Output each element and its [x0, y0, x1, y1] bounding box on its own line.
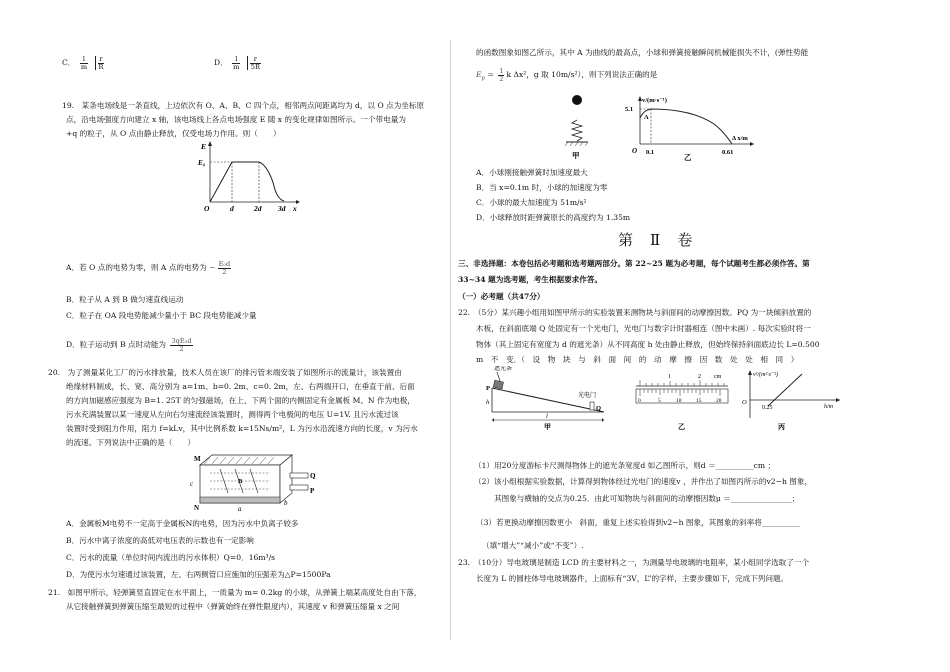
q21-spring-figure [560, 92, 600, 164]
q20-line1: 20. 为了测量某化工厂的污水排放量，技术人员在该厂的排污管末端安装了如图所示的流量计，该装置由 [48, 368, 402, 377]
light-shield-label: 遮光条 [494, 366, 513, 372]
ep-frac [498, 68, 504, 82]
q22-part2-blank[interactable]: ________________ [730, 494, 792, 503]
q20-line5: 装置时受到阻力作用，阻力 f=kLv，其中比例系数 k=15Ns/m²，L 为污水沿流速方向的长度，v 为污水 [66, 424, 418, 433]
port-q-label: Q [310, 472, 316, 480]
dim-c-label: c [190, 480, 194, 488]
vernier-20: 20 [716, 398, 722, 404]
option-d-num: l [232, 56, 240, 64]
point-p-label: P [486, 385, 490, 392]
v-axis-label: v/(m·s⁻¹) [642, 97, 667, 104]
q19-option-a-text: A．若 O 点的电势为零，则 A 点的电势为 [66, 263, 207, 273]
port-p-label: P [310, 487, 315, 495]
q19-a-num: E₀d [218, 260, 231, 268]
q22-part2a: （2）该小组根据实验数据，计算得到物体经过光电门的速度v ，并作出了如图丙所示的v2−h 图象， [474, 477, 813, 486]
main-scale-2: 2 [698, 374, 701, 380]
option-c-den: m [80, 62, 88, 71]
q22-part3b: （填“增大”“减小”或“不变”）. [482, 541, 584, 550]
q22-incline-figure [484, 366, 616, 430]
height-h-label: h [486, 399, 490, 406]
option-c-sqrt [95, 56, 105, 70]
q22-part2b-text: 其图象与横轴的交点为0.25．由此可知物块与斜面间的动摩擦因数μ ＝ [494, 494, 731, 503]
q19-d-den: 2 [179, 344, 184, 353]
dim-a-label: a [238, 505, 242, 513]
q20-option-a: A．金属板M电势不一定高于金属板N的电势，因为污水中负离子较多 [66, 519, 299, 528]
q22-part1-unit: cm ； [753, 461, 776, 470]
q20-option-d: D．为使污水匀速通过该装置，左、右两侧管口应施加的压强差为△P=1500Pa [66, 570, 331, 579]
length-l-label: l [546, 413, 548, 420]
vernier-5: 5 [658, 398, 661, 404]
q19-line3: +q 的粒子，从 O 点由静止释放，仅受电场力作用。则（ ） [66, 129, 281, 138]
section3-sub1: （一）必考题（共47分） [458, 292, 545, 301]
origin-o-label: O [632, 147, 638, 155]
q22-line4: m 不 变．（ 设 物 块 与 斜 面 间 的 动 摩 擦 因 数 处 处 相 同 ） [476, 355, 799, 364]
section3-line2: 33~34 题为选考题，考生根据要求作答。 [458, 275, 603, 284]
fig-bing-label: 丙 [778, 423, 785, 431]
q20-line2: 绝缘材料制成，长、宽、高分别为 a=1m、b=0. 2m、c=0. 2m，左、右两端开口，在垂直于前、后面 [66, 382, 415, 391]
e-axis-label: E [201, 142, 207, 151]
option-d-sqrt-den: 5R [250, 62, 260, 71]
vernier-0: 0 [638, 398, 641, 404]
fig-jia-label: 甲 [572, 151, 580, 160]
ep-eq: = [485, 70, 497, 80]
fig-yi-label: 乙 [684, 153, 692, 162]
q21-energy-formula [476, 68, 657, 83]
q19-line1: 19. 某条电场线是一条直线，上边依次有 O、A、B、C 四个点，相邻两点间距离均为 d，以 O 点为坐标原 [62, 101, 425, 110]
fig-yi-label-22: 乙 [678, 423, 685, 430]
tick-0-61: 0.61 [722, 149, 734, 156]
dim-b-label: b [284, 499, 288, 507]
ep-sub: p [481, 75, 486, 82]
q19-option-d-text: D．粒子运动到 B 点时动能为 [66, 340, 167, 350]
q21-line2: 从它接触弹簧到弹簧压缩至最短的过程中（弹簧始终在弹性限度内），其速度 v 和弹簧压缩量 x 之间 [66, 602, 400, 611]
ep-symbol: E [476, 70, 482, 80]
q19-option-d [66, 338, 195, 352]
option-d-frac [232, 56, 240, 70]
q22-v2-h-graph [740, 368, 850, 432]
q20-line4: 污水充满装置以某一速度从左向右匀速流经该装置时，测得两个电极间的电压 U=1V. 且污水流过该 [66, 410, 399, 419]
q19-option-d-frac [170, 338, 192, 352]
e0-label: E₀ [198, 159, 206, 167]
option-c-label: C． [62, 58, 76, 68]
option-c-sqrt-num: r [99, 55, 103, 63]
vernier-15: 15 [696, 398, 702, 404]
q20-line3: 的方向加磁感应强度为 B=1. 25T 的匀强磁场，在上、下两个面的内侧固定有金属板 M、N 作为电极， [66, 396, 415, 405]
ep-frac-den: 2 [499, 74, 504, 83]
q19-option-a [66, 261, 233, 275]
point-q-label: Q [596, 405, 602, 412]
q19-option-b: B．粒子从 A 到 B 做匀速直线运动 [66, 295, 184, 304]
q20-line6: 的流速。下列说法中正确的是（ ） [66, 438, 196, 447]
q22-part1 [474, 461, 775, 471]
q21-velocity-graph [618, 94, 758, 166]
tick-3d: 3d [278, 204, 286, 212]
ep-post: k Δx²，g 取 10m/s²），则下列说法正确的是 [506, 70, 658, 80]
x-axis-label: x [293, 204, 297, 212]
origin-label-22: O [742, 399, 747, 406]
q22-part1-text: （1）用20分度游标卡尺测得物体上的遮光条宽度d 如乙图所示，则d ＝ [474, 461, 716, 470]
option-c-frac [80, 56, 88, 70]
q22-part3 [476, 518, 800, 528]
ep-frac-num: 1 [499, 67, 504, 75]
q23-line1: 23. （10分）导电玻璃是制造 LCD 的主要材料之一，为测量导电玻璃的电阻率，某小组同学选取了一个 [458, 558, 810, 567]
q22-line2: 木板，在斜面底端 Q 处固定有一个光电门，光电门与数字计时器相连（图中未画）. 每次实验时将一 [476, 324, 811, 333]
column-divider [450, 40, 451, 640]
q22-part2-end: ； [791, 494, 800, 503]
tick-d: d [230, 204, 234, 212]
q19-option-a-sign: − [209, 263, 216, 273]
q19-a-den: 2 [222, 267, 227, 276]
option-d-den: m [233, 62, 240, 71]
dx-axis-label: Δ x/m [732, 135, 748, 142]
q22-part2b [494, 494, 799, 504]
h-axis-label: h/m [824, 404, 833, 410]
q22-part3-blank[interactable]: __________ [761, 518, 800, 527]
option-d-label: D． [214, 58, 228, 68]
q22-part3-text: （3）若更换动摩擦因数更小 斜面，重复上述实验得到v2−h 图象，其图象的斜率将 [476, 518, 762, 527]
v2-axis-label: v²/(m²·s⁻²) [753, 372, 779, 378]
main-scale-1: 1 [668, 374, 671, 380]
option-c-sqrt-den: R [98, 62, 104, 71]
q19-d-num: 3qE₀d [171, 337, 192, 345]
q21-option-d: D．小球释放时距弹簧原长的高度约为 1.35m [476, 213, 631, 222]
q21-option-a: A．小球刚接触弹簧时加速度最大 [476, 168, 588, 177]
field-b-label: B [238, 478, 243, 485]
v-max-label: 5.1 [625, 106, 634, 113]
q20-option-b: B．污水中离子浓度的高低对电压表的示数也有一定影响 [66, 536, 254, 545]
q19-line2: 点，沿电场强度方向建立 x 轴，该电场线上各点电场强度 E 随 x 的变化规律如图所示。一个带电量为 [66, 115, 406, 124]
section3-line1: 三、非选择题：本卷包括必考题和选考题两部分。第 22~25 题为必考题，每个试题考生都必须作答。第 [458, 259, 810, 268]
q21-cont-line1: 的函数图象如图乙所示，其中 A 为曲线的最高点，小球和弹簧接触瞬间机械能损失不计，(弹性势能 [476, 48, 809, 57]
intercept-label: 0.25 [762, 405, 773, 411]
option-d-sqrt-num: r [250, 56, 261, 64]
tick-2d: 2d [254, 204, 262, 212]
option-d-sqrt [247, 56, 261, 70]
q19-option-a-frac [218, 261, 232, 275]
main-scale-cm: cm [714, 374, 722, 380]
q20-flowmeter-figure [180, 451, 320, 513]
point-a-label: A [644, 114, 649, 121]
q19-option-c: C．粒子在 OA 段电势能减少量小于 BC 段电势能减少量 [66, 311, 257, 320]
q22-line1: 22. （5分）某兴趣小组用如图甲所示的实验装置来测物块与斜面间的动摩擦因数。PQ 为一块倾斜放置的 [458, 308, 812, 317]
q19-e-x-graph [196, 140, 301, 212]
origin-label: O [204, 204, 210, 212]
q22-line3: 物体（其上固定有宽度为 d 的遮光条）从不同高度 h 处由静止释放，但始终保持斜面底边长 L=0.500 [476, 340, 820, 349]
plate-n-label: N [194, 504, 200, 512]
q22-vernier-figure [632, 370, 732, 430]
section-title: 第 Ⅱ 卷 [618, 231, 694, 249]
tick-0-1: 0.1 [646, 149, 655, 156]
q21-option-c: C．小球的最大加速度为 51m/s² [476, 198, 587, 207]
photogate-label: 光电门 [578, 393, 597, 399]
vernier-10: 10 [676, 398, 682, 404]
option-d [214, 56, 263, 70]
q20-option-c: C．污水的流量（单位时间内流出的污水体积）Q=0．16m³/s [66, 553, 276, 562]
plate-m-label: M [194, 455, 201, 463]
fig-jia-label-22: 甲 [544, 423, 551, 430]
q21-line1: 21. 如图甲所示，轻弹簧竖直固定在水平面上，一质量为 m= 0.2kg 的小球，从弹簧上端某高度处自由下落， [48, 588, 422, 597]
q21-option-b: B．当 x=0.1m 时，小球的加速度为零 [476, 183, 608, 192]
option-c-num: l [80, 56, 88, 64]
option-c [62, 56, 106, 70]
q22-part1-blank[interactable]: __________ [715, 461, 754, 470]
q23-line2: 长度为 L 的圆柱体导电玻璃器件，上面标有“3V，L”的字样，主要步骤如下，完成下列问题。 [476, 574, 789, 583]
